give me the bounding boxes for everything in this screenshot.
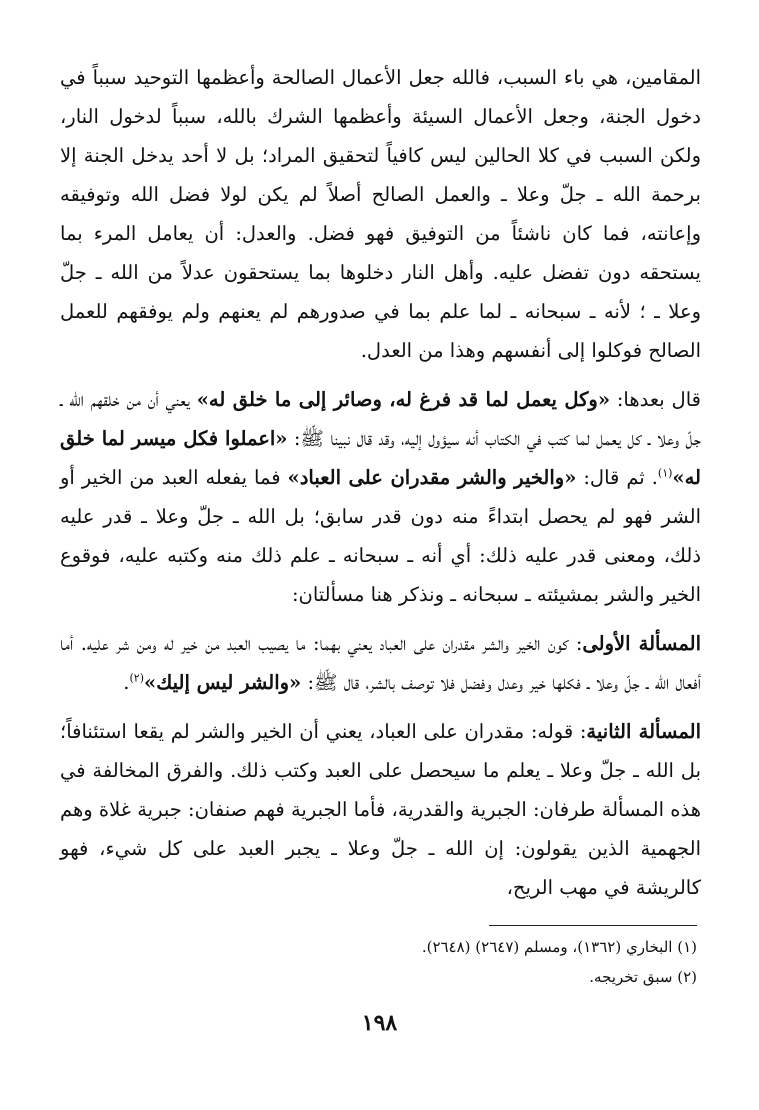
body-text: يعني أن من خلقهم الله ـ جلّ وعلا ـ كل يعمل لما كتب في الكتاب أنه سيؤول إليه، وقد قال نبينا ﷺ: bbox=[60, 388, 701, 450]
bold-text: المسألة الثانية bbox=[586, 720, 701, 743]
body-text: فما يفعله العبد من الخير أو الشر فهو لم يحصل ابتداءً منه دون قدر سابق؛ بل الله ـ جلّ وعلا ـ قدر عليه ذلك، ومعنى قدر عليه ذلك: أي أنه ـ سبحانه ـ علم ذلك منه وكتبه عليه، فوقوع الخير والشر بمشيئته ـ سبحانه ـ ونذكر هنا مسألتان: bbox=[60, 466, 701, 606]
page-number: ١٩٨ bbox=[361, 1010, 398, 1036]
body-text: قال بعدها: bbox=[610, 388, 701, 411]
bold-text: «اعملوا فكل ميسر لما خلق له» bbox=[60, 427, 701, 489]
bold-text: المسألة الأولى bbox=[582, 632, 701, 655]
page-body bbox=[60, 58, 701, 907]
footnote-reference: (١) bbox=[657, 466, 673, 480]
body-text: . bbox=[123, 671, 130, 694]
footnotes bbox=[60, 932, 697, 992]
footnote-separator bbox=[489, 925, 697, 926]
bold-text: «والشر ليس إليك» bbox=[144, 671, 302, 694]
paragraph bbox=[60, 58, 701, 370]
body-text: : كون الخير والشر مقدران على العباد يعني بهما: ما يصيب العبد من خير له ومن شر عليه. أما أفعال الله ـ جلّ وعلا ـ فكلها خير وعدل وفضل فلا توصف بالشر، قال ﷺ: bbox=[60, 632, 701, 694]
body-text: . ثم قال: bbox=[576, 466, 658, 489]
body-text: : قوله: مقدران على العباد، يعني أن الخير والشر لم يقعا استئنافاً؛ بل الله ـ جلّ وعلا ـ يعلم ما سيحصل على العبد وكتب ذلك. والفرق المخالفة في هذه المسألة طرفان: الجبرية والقدرية، فأما الجبرية فهم صنفان: جبرية غلاة وهم الجهمية الذين يقولون: إن الله ـ جلّ وعلا ـ يجبر العبد على كل شيء، فهو كالريشة في مهب الريح، bbox=[60, 720, 701, 899]
bold-text: «والخير والشر مقدران على العباد» bbox=[287, 466, 577, 489]
paragraph bbox=[60, 380, 701, 614]
footnote-1: (١) البخاري (١٣٦٢)، ومسلم (٢٦٤٧) (٢٦٤٨). bbox=[421, 938, 697, 956]
paragraph bbox=[60, 624, 701, 702]
body-text: المقامين، هي باء السبب، فالله جعل الأعمال الصالحة وأعظمها التوحيد سبباً في دخول الجنة، وجعل الأعمال السيئة وأعظمها الشرك بالله، سبباً لدخول النار، ولكن السبب في كلا الحالين ليس كافياً لتحقيق المراد؛ بل لا أحد يدخل الجنة إلا برحمة الله ـ جلّ وعلا ـ والعمل الصالح أصلاً لم يكن لولا فضل الله وتوفيقه وإعانته، فما كان ناشئاً من التوفيق فهو فضل. والعدل: أن يعامل المرء بما يستحقه دون تفضل عليه. وأهل النار دخلوها بما يستحقون عدلاً من الله ـ جلّ وعلا ـ ؛ لأنه ـ سبحانه ـ لما علم بما في صدورهم لم يعنهم ولم يوفقهم للعمل الصالح فوكلوا إلى أنفسهم وهذا من العدل. bbox=[60, 66, 701, 362]
footnote-2: (٢) سبق تخريجه. bbox=[589, 968, 697, 986]
footnote-reference: (٢) bbox=[129, 671, 144, 685]
paragraph bbox=[60, 712, 701, 907]
bold-text: «وكل يعمل لما قد فرغ له، وصائر إلى ما خلق له» bbox=[196, 388, 611, 411]
